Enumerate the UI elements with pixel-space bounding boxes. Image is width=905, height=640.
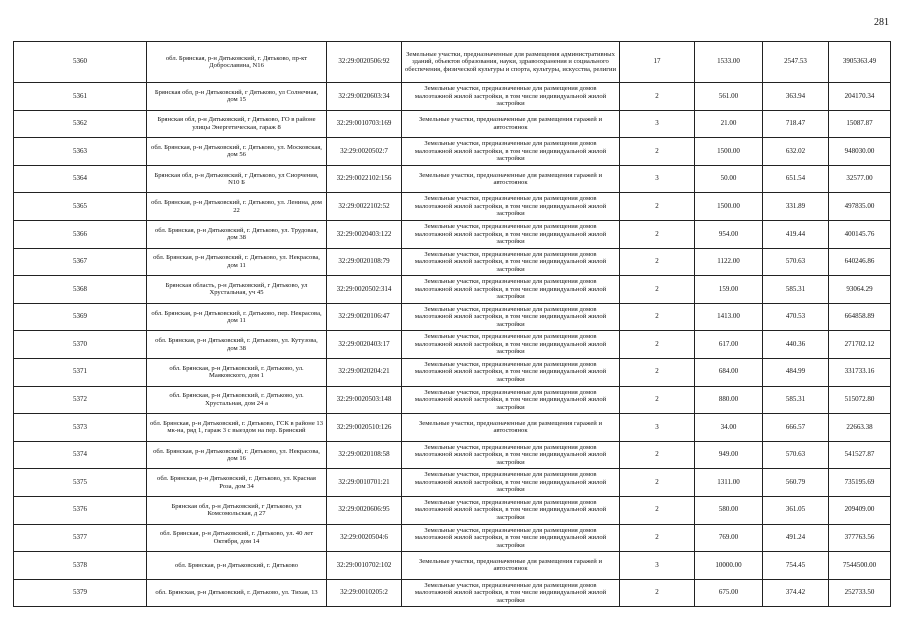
area-value: 954.00	[695, 220, 763, 248]
land-use-cell: Земельные участки, предназначенные для размещения административных зданий, объектов образования, науки, здравоохранения и социального обеспечения, физической культуры и спорта, культуры, искусства, религии	[402, 42, 620, 83]
row-id: 5377	[14, 524, 147, 552]
address-cell: обл. Брянская, р-н Дятьковский, г. Дятьково, ул. Маяковского, дом 1	[147, 358, 327, 386]
cadastral-number: 32:29:0010205:2	[327, 579, 402, 607]
group-code: 2	[620, 358, 695, 386]
land-use-cell: Земельные участки, предназначенные для размещения гаражей и автостоянок	[402, 414, 620, 442]
address-cell: обл. Брянская, р-н Дятьковский, г. Дятьково	[147, 552, 327, 580]
group-code: 17	[620, 42, 695, 83]
row-id: 5371	[14, 358, 147, 386]
table-row	[14, 303, 891, 331]
area-value: 880.00	[695, 386, 763, 414]
row-id: 5375	[14, 469, 147, 497]
group-code: 3	[620, 414, 695, 442]
rate-value: 440.36	[763, 331, 829, 359]
address-cell: Брянская обл, р-н Дятьковский, г Дятьково, ГО в районе улицы Энергетическая, гараж 8	[147, 110, 327, 138]
rate-value: 585.31	[763, 276, 829, 304]
cadastral-number: 32:29:0020606:95	[327, 496, 402, 524]
table-body	[14, 42, 891, 607]
cadastral-number: 32:29:0020506:92	[327, 42, 402, 83]
group-code: 2	[620, 496, 695, 524]
cadastral-value: 497835.00	[829, 193, 891, 221]
rate-value: 491.24	[763, 524, 829, 552]
cadastral-number: 32:29:0020204:21	[327, 358, 402, 386]
land-use-cell: Земельные участки, предназначенные для размещения домов малоэтажной жилой застройки, в том числе индивидуальной жилой застройки	[402, 193, 620, 221]
land-use-cell: Земельные участки, предназначенные для размещения домов малоэтажной жилой застройки, в том числе индивидуальной жилой застройки	[402, 496, 620, 524]
area-value: 159.00	[695, 276, 763, 304]
group-code: 2	[620, 193, 695, 221]
address-cell: обл. Брянская, р-н Дятьковский, г. Дятьково, ул. Некрасова, дом 16	[147, 441, 327, 469]
address-cell: обл. Брянская, р-н Дятьковский, г. Дятьково, ул. Кутузова, дом 38	[147, 331, 327, 359]
page-number: 281	[874, 17, 889, 28]
table-row	[14, 110, 891, 138]
address-cell: Брянская обл, р-н Дятьковский, г Дятьково, ул Комсомольская, д 27	[147, 496, 327, 524]
rate-value: 570.63	[763, 248, 829, 276]
rate-value: 666.57	[763, 414, 829, 442]
cadastral-value: 22663.38	[829, 414, 891, 442]
land-use-cell: Земельные участки, предназначенные для размещения домов малоэтажной жилой застройки, в том числе индивидуальной жилой застройки	[402, 469, 620, 497]
land-use-cell: Земельные участки, предназначенные для размещения домов малоэтажной жилой застройки, в том числе индивидуальной жилой застройки	[402, 83, 620, 111]
cadastral-number: 32:29:0020502:7	[327, 138, 402, 166]
rate-value: 363.94	[763, 83, 829, 111]
rate-value: 718.47	[763, 110, 829, 138]
land-use-cell: Земельные участки, предназначенные для размещения домов малоэтажной жилой застройки, в том числе индивидуальной жилой застройки	[402, 303, 620, 331]
row-id: 5367	[14, 248, 147, 276]
row-id: 5379	[14, 579, 147, 607]
cadastral-value: 209409.00	[829, 496, 891, 524]
cadastral-value: 271702.12	[829, 331, 891, 359]
row-id: 5370	[14, 331, 147, 359]
cadastral-value: 32577.00	[829, 165, 891, 193]
area-value: 1533.00	[695, 42, 763, 83]
land-use-cell: Земельные участки, предназначенные для размещения домов малоэтажной жилой застройки, в том числе индивидуальной жилой застройки	[402, 248, 620, 276]
cadastral-number: 32:29:0020106:47	[327, 303, 402, 331]
table-row	[14, 386, 891, 414]
table-row	[14, 83, 891, 111]
cadastral-value: 515072.80	[829, 386, 891, 414]
area-value: 1311.00	[695, 469, 763, 497]
rate-value: 361.05	[763, 496, 829, 524]
group-code: 2	[620, 303, 695, 331]
area-value: 684.00	[695, 358, 763, 386]
row-id: 5364	[14, 165, 147, 193]
area-value: 10000.00	[695, 552, 763, 580]
cadastral-value: 948030.00	[829, 138, 891, 166]
group-code: 3	[620, 165, 695, 193]
row-id: 5374	[14, 441, 147, 469]
table-row	[14, 165, 891, 193]
table-row	[14, 441, 891, 469]
rate-value: 484.99	[763, 358, 829, 386]
cadastral-value: 93064.29	[829, 276, 891, 304]
row-id: 5363	[14, 138, 147, 166]
address-cell: обл. Брянская, р-н Дятьковский, г. Дятьково, ул. 40 лет Октября, дом 14	[147, 524, 327, 552]
cadastral-table	[13, 41, 891, 607]
group-code: 2	[620, 524, 695, 552]
group-code: 2	[620, 83, 695, 111]
address-cell: обл. Брянская, р-н Дятьковский, г. Дятьково, пр-кт Доброславина, N16	[147, 42, 327, 83]
group-code: 2	[620, 469, 695, 497]
rate-value: 331.89	[763, 193, 829, 221]
table-row	[14, 524, 891, 552]
group-code: 2	[620, 331, 695, 359]
row-id: 5376	[14, 496, 147, 524]
cadastral-value: 640246.86	[829, 248, 891, 276]
cadastral-value: 377763.56	[829, 524, 891, 552]
cadastral-value: 331733.16	[829, 358, 891, 386]
area-value: 561.00	[695, 83, 763, 111]
land-use-cell: Земельные участки, предназначенные для размещения домов малоэтажной жилой застройки, в том числе индивидуальной жилой застройки	[402, 386, 620, 414]
table-row	[14, 552, 891, 580]
cadastral-value: 15087.87	[829, 110, 891, 138]
table-row	[14, 414, 891, 442]
table-row	[14, 358, 891, 386]
area-value: 1122.00	[695, 248, 763, 276]
table-row	[14, 248, 891, 276]
area-value: 21.00	[695, 110, 763, 138]
rate-value: 560.79	[763, 469, 829, 497]
address-cell: Брянская область, р-н Дятьковский, г Дятьково, ул Хрустальная, уч 45	[147, 276, 327, 304]
land-use-cell: Земельные участки, предназначенные для размещения домов малоэтажной жилой застройки, в том числе индивидуальной жилой застройки	[402, 331, 620, 359]
group-code: 2	[620, 138, 695, 166]
area-value: 675.00	[695, 579, 763, 607]
group-code: 3	[620, 552, 695, 580]
address-cell: обл. Брянская, р-н Дятьковский, г. Дятьково, ул. Некрасова, дом 11	[147, 248, 327, 276]
land-use-cell: Земельные участки, предназначенные для размещения домов малоэтажной жилой застройки, в том числе индивидуальной жилой застройки	[402, 524, 620, 552]
table-row	[14, 193, 891, 221]
row-id: 5361	[14, 83, 147, 111]
cadastral-number: 32:29:0020108:58	[327, 441, 402, 469]
cadastral-number: 32:29:0020603:34	[327, 83, 402, 111]
cadastral-value: 541527.87	[829, 441, 891, 469]
land-use-cell: Земельные участки, предназначенные для размещения гаражей и автостоянок	[402, 552, 620, 580]
row-id: 5368	[14, 276, 147, 304]
land-use-cell: Земельные участки, предназначенные для размещения домов малоэтажной жилой застройки, в том числе индивидуальной жилой застройки	[402, 358, 620, 386]
address-cell: обл. Брянская, р-н Дятьковский, г. Дятьково, ул. Красная Роза, дом 34	[147, 469, 327, 497]
row-id: 5369	[14, 303, 147, 331]
cadastral-value: 3905363.49	[829, 42, 891, 83]
cadastral-number: 32:29:0020403:17	[327, 331, 402, 359]
row-id: 5360	[14, 42, 147, 83]
row-id: 5373	[14, 414, 147, 442]
table-row	[14, 276, 891, 304]
land-use-cell: Земельные участки, предназначенные для размещения домов малоэтажной жилой застройки, в том числе индивидуальной жилой застройки	[402, 579, 620, 607]
cadastral-value: 400145.76	[829, 220, 891, 248]
address-cell: обл. Брянская, р-н Дятьковский, г. Дятьково, пер. Некрасова, дом 11	[147, 303, 327, 331]
cadastral-value: 204170.34	[829, 83, 891, 111]
land-use-cell: Земельные участки, предназначенные для размещения домов малоэтажной жилой застройки, в том числе индивидуальной жилой застройки	[402, 220, 620, 248]
cadastral-value: 664858.89	[829, 303, 891, 331]
table-row	[14, 469, 891, 497]
address-cell: обл. Брянская, р-н Дятьковский, г. Дятьково, ул. Тихая, 13	[147, 579, 327, 607]
rate-value: 632.02	[763, 138, 829, 166]
row-id: 5372	[14, 386, 147, 414]
address-cell: обл. Брянская, р-н Дятьковский, г. Дятьково, ул. Московская, дом 56	[147, 138, 327, 166]
cadastral-value: 735195.69	[829, 469, 891, 497]
cadastral-number: 32:29:0020108:79	[327, 248, 402, 276]
table-row	[14, 579, 891, 607]
cadastral-number: 32:29:0020510:126	[327, 414, 402, 442]
cadastral-number: 32:29:0020502:314	[327, 276, 402, 304]
land-use-cell: Земельные участки, предназначенные для размещения домов малоэтажной жилой застройки, в том числе индивидуальной жилой застройки	[402, 441, 620, 469]
area-value: 1413.00	[695, 303, 763, 331]
cadastral-value: 252733.50	[829, 579, 891, 607]
group-code: 2	[620, 276, 695, 304]
group-code: 2	[620, 579, 695, 607]
address-cell: Брянская обл, р-н Дятьковский, г Дятьково, ул Сиорчения, N10 Б	[147, 165, 327, 193]
row-id: 5362	[14, 110, 147, 138]
cadastral-number: 32:29:0022102:156	[327, 165, 402, 193]
cadastral-number: 32:29:0020403:122	[327, 220, 402, 248]
rate-value: 570.63	[763, 441, 829, 469]
address-cell: Брянская обл, р-н Дятьковский, г Дятьково, ул Солнечная, дом 15	[147, 83, 327, 111]
table-row	[14, 220, 891, 248]
area-value: 617.00	[695, 331, 763, 359]
area-value: 580.00	[695, 496, 763, 524]
rate-value: 2547.53	[763, 42, 829, 83]
area-value: 50.00	[695, 165, 763, 193]
group-code: 2	[620, 386, 695, 414]
cadastral-number: 32:29:0020503:148	[327, 386, 402, 414]
address-cell: обл. Брянская, р-н Дятьковский, г. Дятьково, ул. Ленина, дом 22	[147, 193, 327, 221]
row-id: 5365	[14, 193, 147, 221]
table-row	[14, 331, 891, 359]
rate-value: 419.44	[763, 220, 829, 248]
group-code: 2	[620, 220, 695, 248]
row-id: 5378	[14, 552, 147, 580]
cadastral-number: 32:29:0010703:169	[327, 110, 402, 138]
area-value: 1500.00	[695, 193, 763, 221]
cadastral-number: 32:29:0010702:102	[327, 552, 402, 580]
cadastral-number: 32:29:0020504:6	[327, 524, 402, 552]
table-row	[14, 138, 891, 166]
address-cell: обл. Брянская, р-н Дятьковский, г. Дятьково, ул. Трудовая, дом 38	[147, 220, 327, 248]
table-row	[14, 496, 891, 524]
land-use-cell: Земельные участки, предназначенные для размещения гаражей и автостоянок	[402, 165, 620, 193]
cadastral-value: 7544500.00	[829, 552, 891, 580]
land-use-cell: Земельные участки, предназначенные для размещения гаражей и автостоянок	[402, 110, 620, 138]
area-value: 34.00	[695, 414, 763, 442]
rate-value: 754.45	[763, 552, 829, 580]
rate-value: 470.53	[763, 303, 829, 331]
land-use-cell: Земельные участки, предназначенные для размещения домов малоэтажной жилой застройки, в том числе индивидуальной жилой застройки	[402, 138, 620, 166]
address-cell: обл. Брянская, р-н Дятьковский, г. Дятьково, ул. Хрустальная, дом 24 а	[147, 386, 327, 414]
table-row	[14, 42, 891, 83]
area-value: 949.00	[695, 441, 763, 469]
group-code: 2	[620, 441, 695, 469]
rate-value: 374.42	[763, 579, 829, 607]
cadastral-number: 32:29:0022102:52	[327, 193, 402, 221]
area-value: 769.00	[695, 524, 763, 552]
cadastral-number: 32:29:0010701:21	[327, 469, 402, 497]
rate-value: 651.54	[763, 165, 829, 193]
group-code: 3	[620, 110, 695, 138]
group-code: 2	[620, 248, 695, 276]
area-value: 1500.00	[695, 138, 763, 166]
rate-value: 585.31	[763, 386, 829, 414]
address-cell: обл. Брянская, р-н Дятьковский, г. Дятьково, ГСК в районе 13 мк-на, ряд 1, гараж 3 с выездом на пер. Брянский	[147, 414, 327, 442]
row-id: 5366	[14, 220, 147, 248]
land-use-cell: Земельные участки, предназначенные для размещения домов малоэтажной жилой застройки, в том числе индивидуальной жилой застройки	[402, 276, 620, 304]
